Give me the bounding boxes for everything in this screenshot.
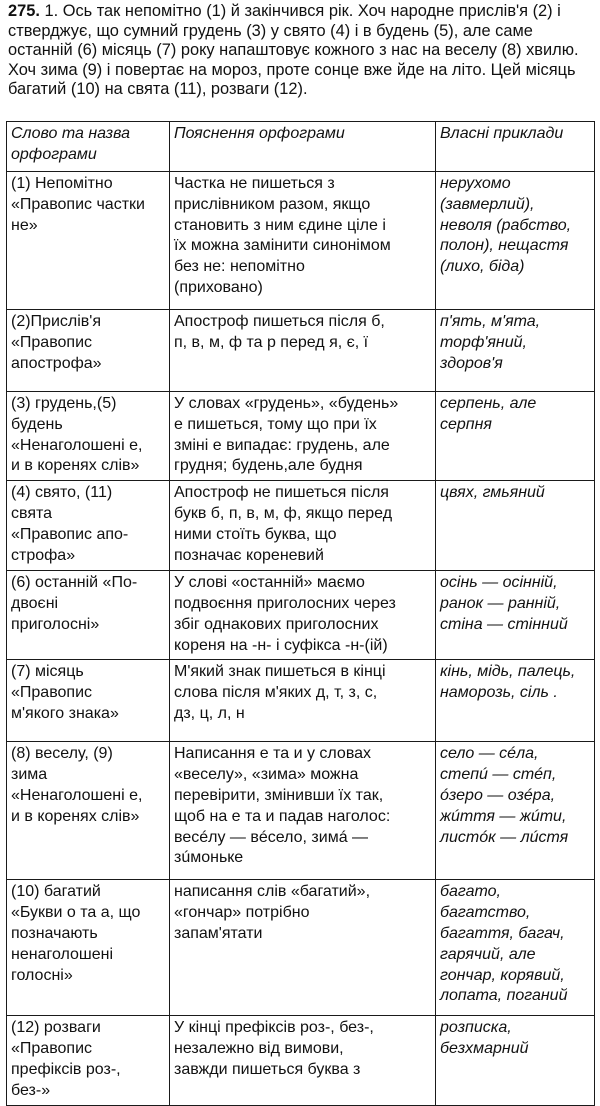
table-row — [7, 481, 595, 571]
cell-line: Апостроф пишеться після б, — [174, 313, 385, 330]
cell-line: багатство, — [440, 904, 531, 922]
cell-line: (12) розваги — [11, 1019, 101, 1037]
cell-line: степú — стéп, — [440, 766, 557, 784]
cell-line: п'ять, м'ята, — [440, 313, 541, 330]
table-row — [7, 880, 595, 1016]
explanation-cell — [170, 742, 436, 880]
cell-line: и в коренях слів» — [11, 457, 140, 475]
cell-line: багато, — [440, 883, 501, 901]
cell-line: (1) Непомітно — [11, 175, 113, 192]
cell-line: «Правопис — [11, 1040, 93, 1058]
cell-line: (2)Прислів'я — [11, 313, 101, 330]
cell-line: м'якого знака» — [11, 704, 119, 722]
cell-line: ненаголошені — [11, 945, 114, 963]
cell-line: слова після м'яких д, т, з, с, — [174, 684, 378, 702]
cell-line: запам'ятати — [174, 924, 263, 942]
cell-line: Частка не пишеться з — [174, 175, 335, 192]
examples-cell — [436, 880, 595, 1016]
word-cell — [7, 481, 170, 571]
explanation-cell — [170, 172, 436, 310]
table-body — [7, 172, 595, 1106]
cell-line: перевірити, змінивши їх так, — [174, 786, 384, 804]
cell-line: У слові «останній» маємо — [174, 574, 365, 592]
cell-line: е пишеться, тому що при їх — [174, 415, 377, 433]
cell-line: гарячий, але — [440, 945, 536, 963]
cell-line: листóк — лúстя — [440, 828, 569, 846]
cell-line: Написання е та и у словах — [174, 745, 372, 763]
cell-line: весéлу — вéсело, зимá — — [174, 828, 369, 846]
examples-cell — [436, 392, 595, 481]
cell-line: Апостроф не пишеться після — [174, 484, 389, 502]
word-cell — [7, 392, 170, 481]
word-cell — [7, 880, 170, 1016]
cell-line: «Правопис частки — [11, 195, 145, 213]
cell-line: двоєні — [11, 594, 59, 612]
cell-line: (приховано) — [174, 278, 263, 296]
exercise-body: 1. Ось так непомітно (1) й закінчився рік. Хоч народне прислів'я (2) і стверджує, що сумний грудень (3) у свято (4) і в будень (5), але саме останній (6) місяць (7) року напаштовує кожного з нас на веселу (8) хвилю. Хоч зима (9) і повертає на мороз, проте сонце вже йде на літо. Цей місяць багатий (10) на свята (11), розваги (12). — [8, 2, 579, 99]
cell-line: позначає кореневий — [174, 546, 324, 564]
table-row — [7, 392, 595, 481]
cell-line: розписка, — [440, 1019, 512, 1037]
cell-line: кореня на -н- і суфікса -н-(ій) — [174, 636, 388, 654]
cell-line: торф'яний, — [440, 333, 527, 351]
cell-line: полон), нещастя — [440, 237, 569, 255]
header-word: Слово та назва орфограми — [7, 122, 170, 172]
cell-line: незалежно від вимови, — [174, 1040, 344, 1058]
cell-line: кінь, мідь, палець, — [440, 663, 576, 681]
table-row — [7, 172, 595, 310]
cell-line: зима — [11, 766, 48, 784]
cell-line: (лихо, біда) — [440, 258, 525, 276]
cell-line: подвоєння приголосних через — [174, 594, 396, 612]
cell-line: «Ненаголошені е, — [11, 436, 143, 454]
cell-line: зúмонькe — [174, 849, 244, 867]
cell-line: ранок — ранній, — [440, 594, 561, 612]
cell-line: букв б, п, в, м, ф, якщо перед — [174, 504, 393, 522]
cell-line: (10) багатий — [11, 883, 101, 901]
table-row — [7, 571, 595, 660]
cell-line: «Правопис апо- — [11, 525, 129, 543]
cell-line: неволя (рабство, — [440, 216, 572, 234]
cell-line: свята — [11, 504, 53, 522]
examples-cell — [436, 310, 595, 392]
cell-line: У словах «грудень», «будень» — [174, 395, 399, 412]
explanation-cell — [170, 392, 436, 481]
cell-line: М'який знак пишеться в кінці — [174, 663, 386, 681]
cell-line: становить з ним єдине ціле і — [174, 216, 386, 234]
cell-line: безхмарний — [440, 1040, 529, 1058]
explanation-cell — [170, 880, 436, 1016]
exercise-text — [8, 2, 596, 100]
examples-cell — [436, 660, 595, 742]
cell-line: цвях, гмьяний — [440, 484, 545, 502]
cell-line: позначають — [11, 924, 98, 942]
word-cell — [7, 1016, 170, 1105]
cell-line: дз, ц, л, н — [174, 704, 245, 722]
word-cell — [7, 172, 170, 310]
header-examples: Власні приклади — [436, 122, 595, 172]
cell-line: наморозь, сіль . — [440, 684, 558, 702]
cell-line: серпня — [440, 415, 492, 433]
examples-cell — [436, 742, 595, 880]
cell-line: «гончар» потрібно — [174, 904, 310, 922]
cell-line: «Правопис — [11, 333, 93, 351]
word-cell — [7, 742, 170, 880]
cell-line: строфа» — [11, 546, 76, 564]
table-row — [7, 660, 595, 742]
cell-line: будень — [11, 415, 63, 433]
cell-line: написання слів «багатий», — [174, 883, 371, 901]
cell-line: їх можна замінити синонімом — [174, 237, 391, 255]
cell-line: осінь — осінній, — [440, 574, 558, 592]
cell-line: «Букви о та а, що — [11, 904, 141, 922]
cell-line: без-» — [11, 1081, 51, 1099]
cell-line: и в коренях слів» — [11, 807, 140, 825]
table-row — [7, 1016, 595, 1105]
cell-line: «веселу», «зима» можна — [174, 766, 359, 784]
examples-cell — [436, 1016, 595, 1105]
table-row — [7, 742, 595, 880]
cell-line: лопата, поганий — [440, 987, 568, 1005]
cell-line: (8) веселу, (9) — [11, 745, 113, 763]
orthogram-table — [6, 121, 595, 1106]
cell-line: завжди пишеться буква з — [174, 1060, 361, 1078]
cell-line: багаття, багач, — [440, 924, 565, 942]
cell-line: ними стоїть буква, що — [174, 525, 337, 543]
examples-cell — [436, 172, 595, 310]
table-row — [7, 310, 595, 392]
cell-line: (7) місяць — [11, 663, 84, 681]
examples-cell — [436, 571, 595, 660]
cell-line: (4) свято, (11) — [11, 484, 113, 502]
explanation-cell — [170, 571, 436, 660]
cell-line: (3) грудень,(5) — [11, 395, 117, 412]
cell-line: щоб на е та и падав наголос: — [174, 807, 391, 825]
explanation-cell — [170, 310, 436, 392]
cell-line: село — céла, — [440, 745, 539, 763]
cell-line: жúття — жúти, — [440, 807, 567, 825]
examples-cell — [436, 481, 595, 571]
cell-line: зміні е випадає: грудень, але — [174, 436, 390, 454]
explanation-cell — [170, 1016, 436, 1105]
word-cell — [7, 660, 170, 742]
cell-line: стіна — стінний — [440, 615, 568, 633]
explanation-cell — [170, 481, 436, 571]
header-explanation: Пояснення орфограми — [170, 122, 436, 172]
cell-line: прислівником разом, якщо — [174, 195, 371, 213]
word-cell — [7, 571, 170, 660]
exercise-number: 275. — [8, 2, 40, 20]
cell-line: «Правопис — [11, 684, 93, 702]
cell-line: п, в, м, ф та р перед я, є, ї — [174, 333, 369, 351]
cell-line: збіг однакових приголосних — [174, 615, 379, 633]
cell-line: (6) останній «По- — [11, 574, 138, 592]
cell-line: без не: непомітно — [174, 258, 305, 276]
word-cell — [7, 310, 170, 392]
cell-line: здоров'я — [440, 354, 503, 372]
cell-line: грудня; будень,але будня — [174, 457, 363, 475]
cell-line: приголосні» — [11, 615, 100, 633]
explanation-cell — [170, 660, 436, 742]
cell-line: серпень, але — [440, 395, 537, 412]
cell-line: голосні» — [11, 966, 73, 984]
cell-line: «Ненаголошені е, — [11, 786, 143, 804]
cell-line: апострофа» — [11, 354, 102, 372]
cell-line: префіксів роз-, — [11, 1060, 121, 1078]
table-header-row — [7, 122, 595, 172]
cell-line: не» — [11, 216, 38, 234]
cell-line: гончар, корявий, — [440, 966, 565, 984]
cell-line: У кінці префіксів роз-, без-, — [174, 1019, 374, 1037]
cell-line: (завмерлий), — [440, 195, 535, 213]
cell-line: óзеро — озéра, — [440, 786, 556, 804]
cell-line: нерухомо — [440, 175, 511, 192]
